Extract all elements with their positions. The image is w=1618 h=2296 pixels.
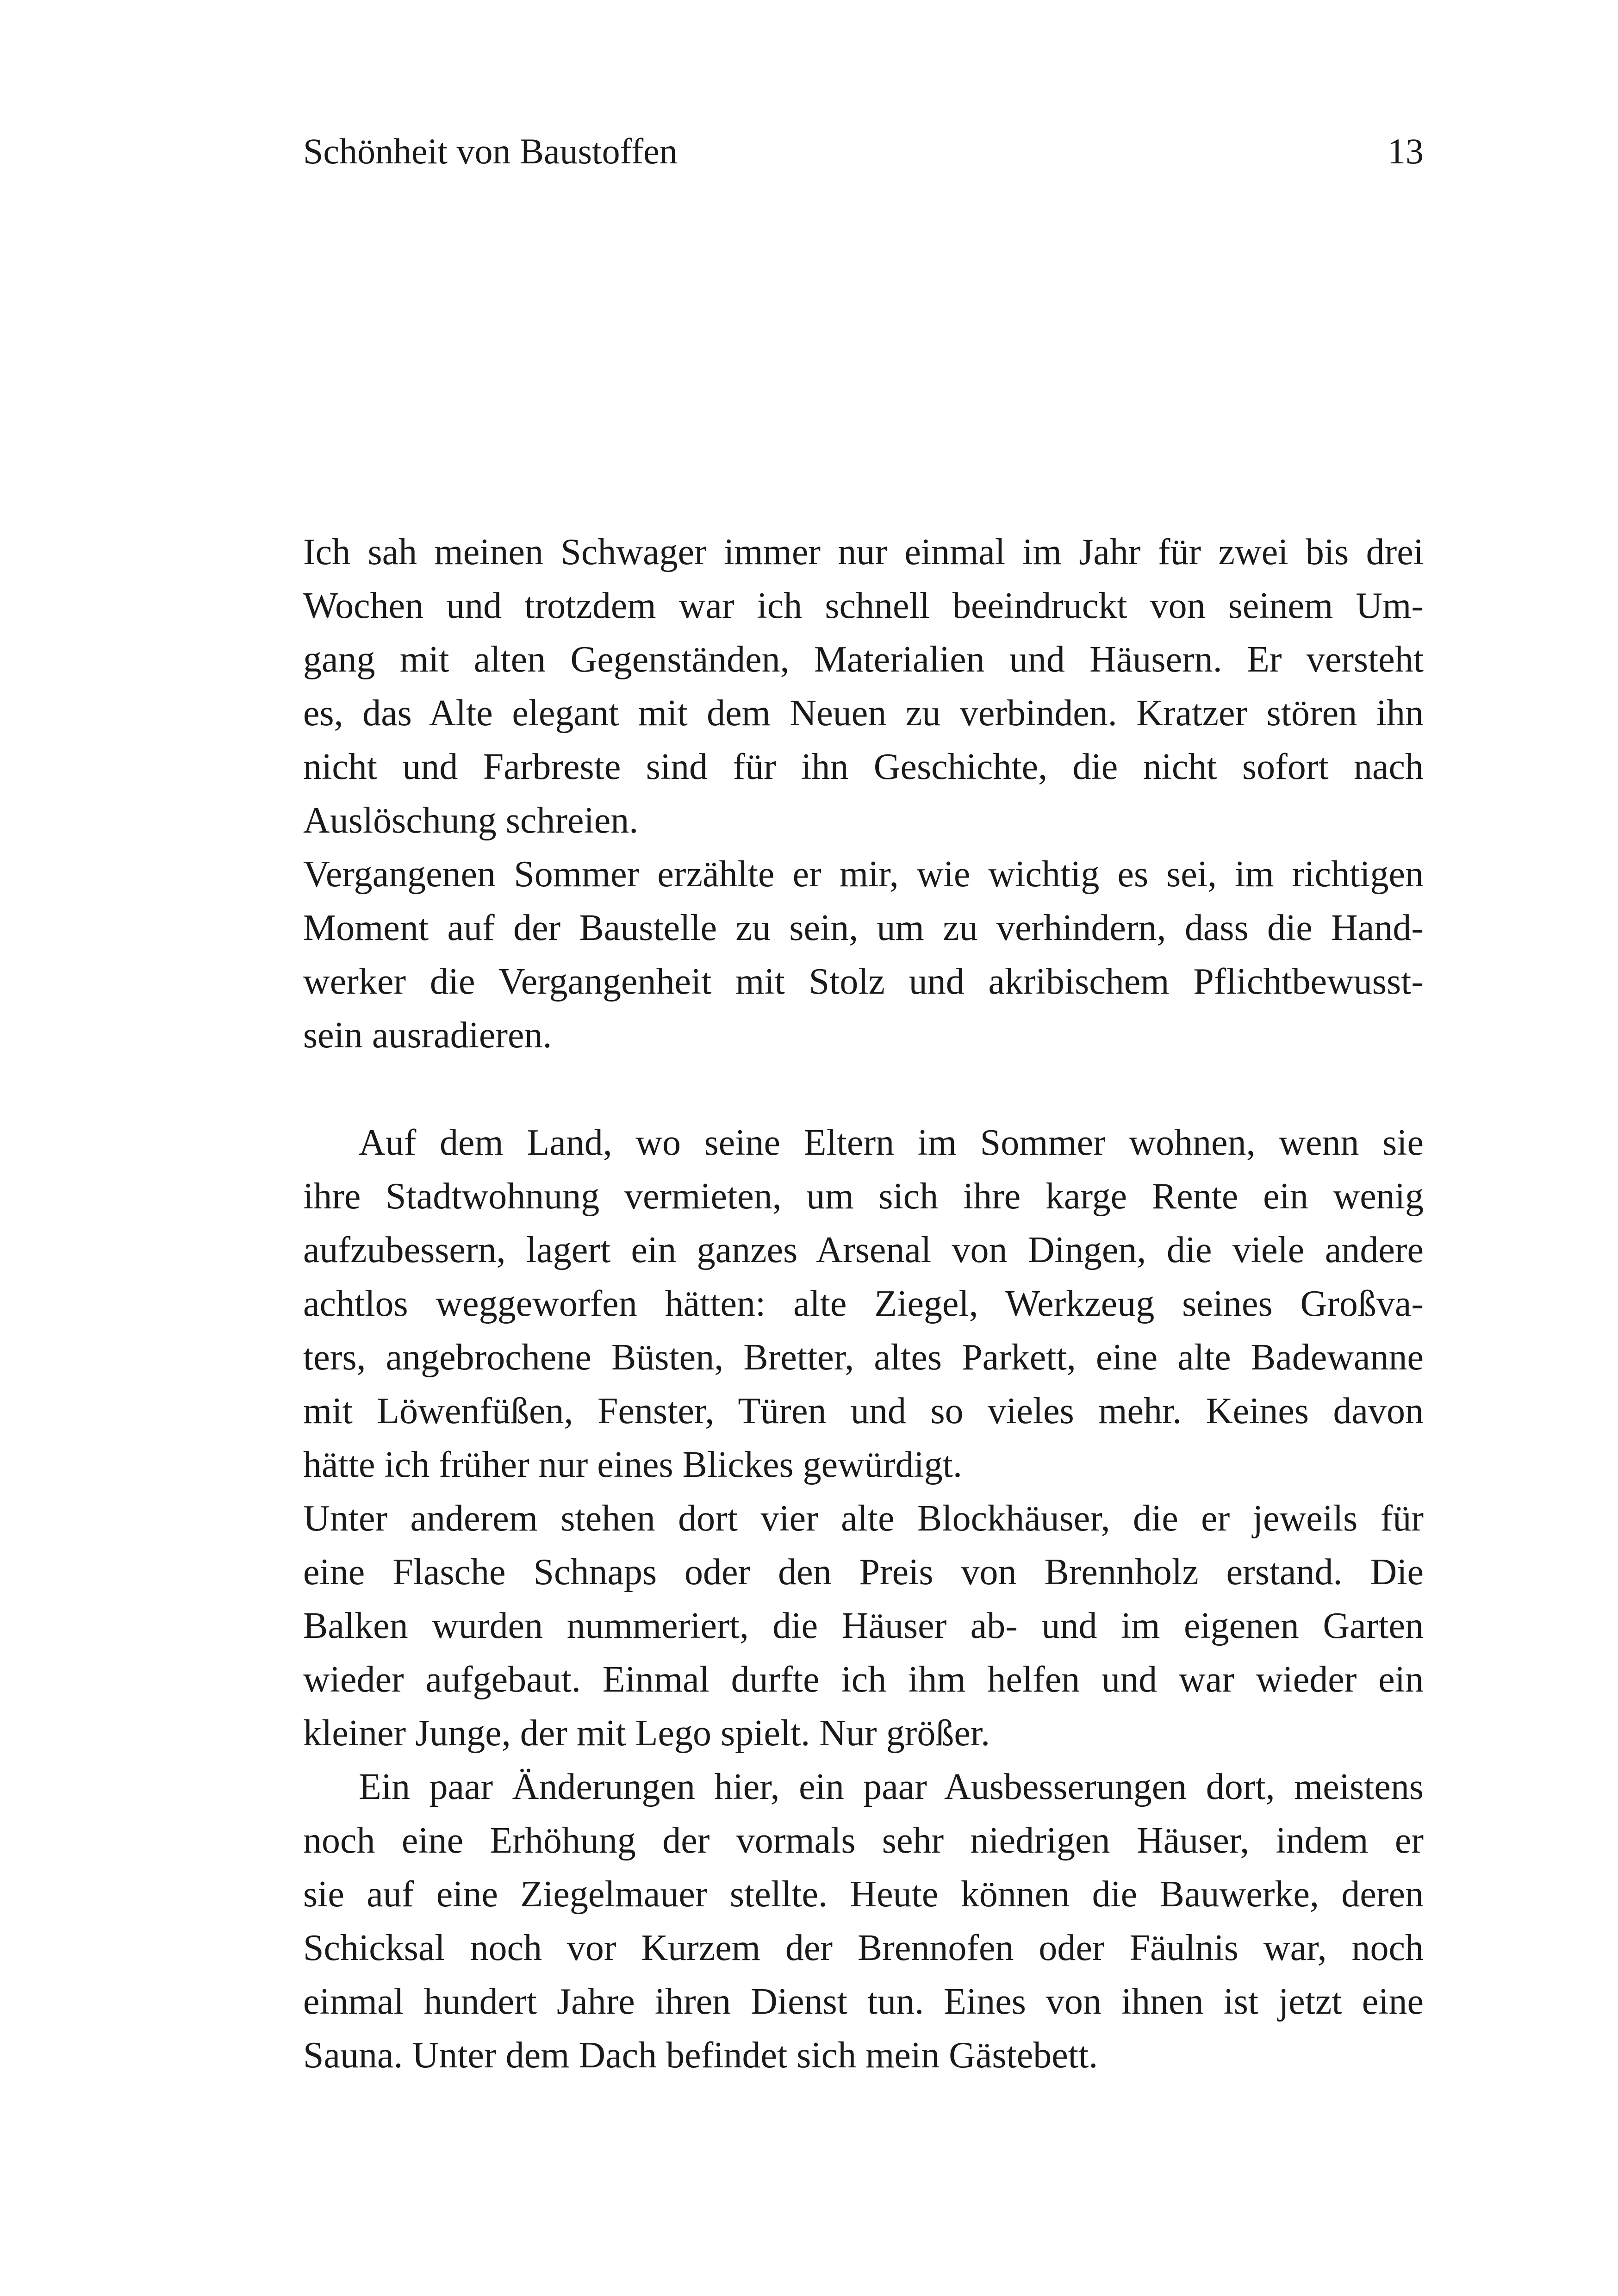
body-text [303,525,1424,2082]
page-number: 13 [1388,131,1424,171]
text-line: sie auf eine Ziegelmauer stellte. Heute können die Bauwerke, deren [303,1874,1424,1915]
text-line: Sauna. Unter dem Dach befindet sich mein Gästebett. [303,2035,1098,2076]
text-line: Ein paar Änderungen hier, ein paar Ausbesserungen dort, meistens [359,1767,1424,1807]
text-line: nicht und Farbreste sind für ihn Geschichte, die nicht sofort nach [303,747,1424,787]
text-line: ihre Stadtwohnung vermieten, um sich ihre karge Rente ein wenig [303,1176,1424,1217]
text-line: gang mit alten Gegenständen, Materialien und Häusern. Er versteht [303,639,1424,680]
text-line: aufzubessern, lagert ein ganzes Arsenal von Dingen, die viele andere [303,1230,1424,1270]
running-title: Schönheit von Baustoffen [303,131,678,171]
text-line: Schicksal noch vor Kurzem der Brennofen oder Fäulnis war, noch [303,1928,1424,1968]
paragraph-3 [303,1116,1424,1492]
text-line: Moment auf der Baustelle zu sein, um zu verhindern, dass die Hand- [303,908,1424,948]
running-head [303,126,1424,177]
text-line: Wochen und trotzdem war ich schnell beeindruckt von seinem Um- [303,585,1424,626]
text-line: Auslöschung schreien. [303,800,639,841]
paragraph-1 [303,525,1424,847]
text-line: mit Löwenfüßen, Fenster, Türen und so vieles mehr. Keines davon [303,1391,1424,1431]
text-line: kleiner Junge, der mit Lego spielt. Nur größer. [303,1713,990,1754]
text-line: es, das Alte elegant mit dem Neuen zu verbinden. Kratzer stören ihn [303,693,1424,734]
text-line: Unter anderem stehen dort vier alte Blockhäuser, die er jeweils für [303,1498,1424,1539]
paragraph-4 [303,1492,1424,1760]
text-line: hätte ich früher nur eines Blickes gewürdigt. [303,1444,962,1485]
text-line: werker die Vergangenheit mit Stolz und akribischem Pflichtbewusst- [303,961,1424,1002]
section-break [303,1062,1424,1116]
text-line: wieder aufgebaut. Einmal durfte ich ihm helfen und war wieder ein [303,1659,1424,1700]
text-line: Auf dem Land, wo seine Eltern im Sommer wohnen, wenn sie [359,1122,1424,1163]
text-line: Ich sah meinen Schwager immer nur einmal im Jahr für zwei bis drei [303,532,1424,572]
text-line: sein ausradieren. [303,1015,552,1056]
text-line: Balken wurden nummeriert, die Häuser ab- und im eigenen Garten [303,1605,1424,1646]
paragraph-2 [303,847,1424,1062]
text-line: ters, angebrochene Büsten, Bretter, altes Parkett, eine alte Badewanne [303,1337,1424,1378]
text-line: Vergangenen Sommer erzählte er mir, wie wichtig es sei, im richtigen [303,854,1424,895]
text-line: einmal hundert Jahre ihren Dienst tun. Eines von ihnen ist jetzt eine [303,1981,1424,2022]
text-line: eine Flasche Schnaps oder den Preis von Brennholz erstand. Die [303,1552,1424,1593]
text-line: achtlos weggeworfen hätten: alte Ziegel, Werkzeug seines Großva- [303,1283,1424,1324]
text-line: noch eine Erhöhung der vormals sehr niedrigen Häuser, indem er [303,1820,1424,1861]
paragraph-5 [303,1760,1424,2082]
